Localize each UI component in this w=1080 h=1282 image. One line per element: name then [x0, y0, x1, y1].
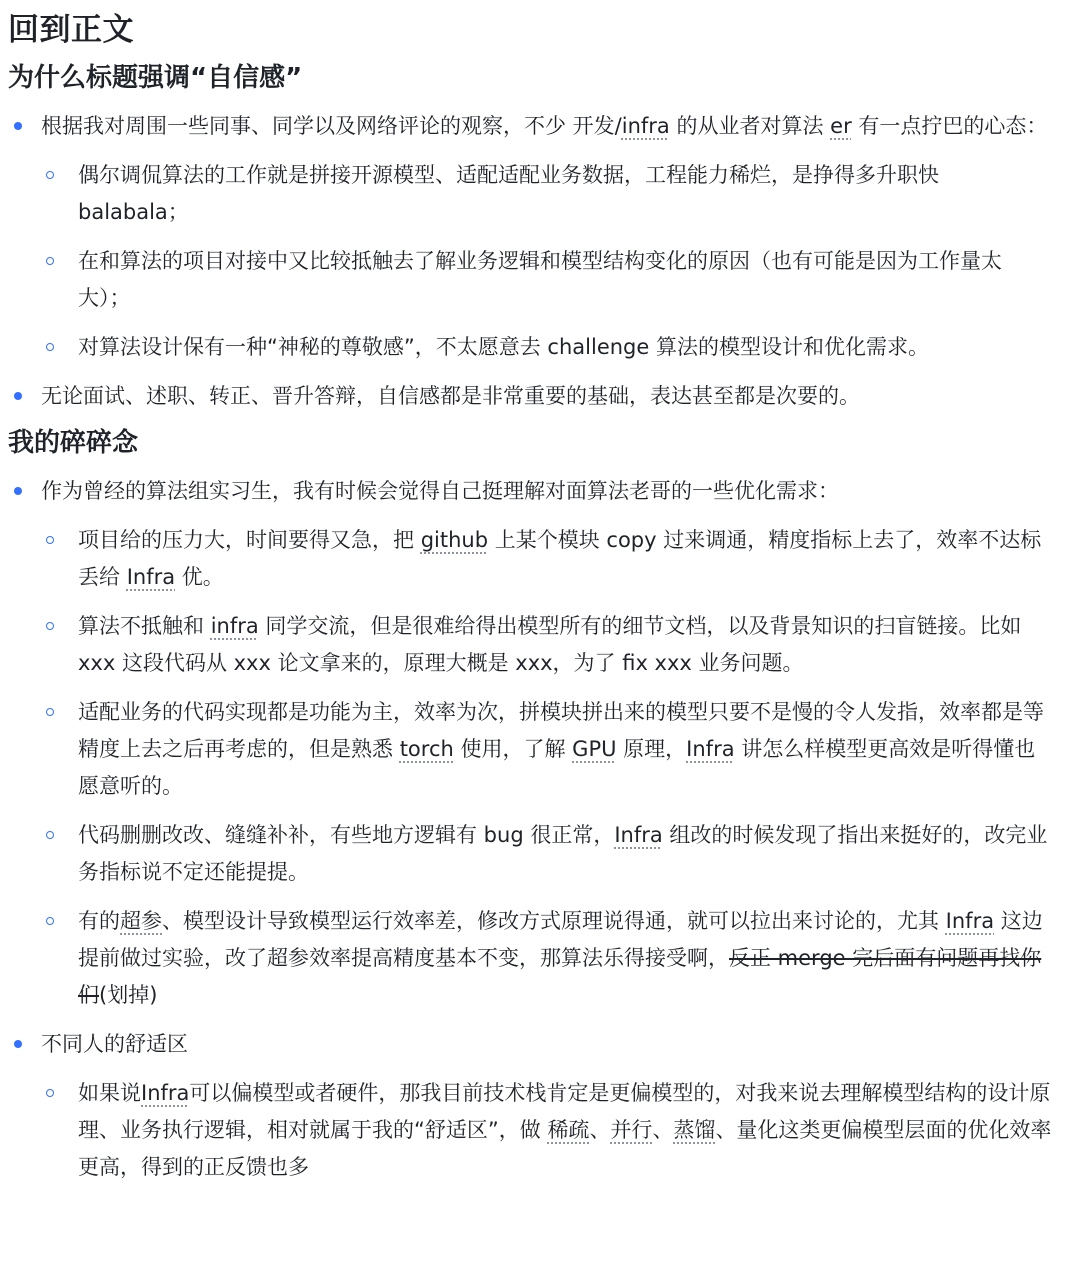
term-link[interactable]: Infra — [126, 565, 176, 589]
bullet-list — [8, 108, 1052, 415]
term-link[interactable]: 稀疏 — [547, 1118, 590, 1142]
list-item: 如果说Infra可以偏模型或者硬件，那我目前技术栈肯定是更偏模型的，对我来说去理解模型结构的设计原理、业务执行逻辑，相对就属于我的“舒适区”，做 稀疏、并行、蒸馏、量化这类更偏模型层面的优化效率更高，得到的正反馈也多 — [41, 1075, 1052, 1186]
list-item: 有的超参、模型设计导致模型运行效率差，修改方式原理说得通，就可以拉出来讨论的，尤其 Infra 这边提前做过实验，改了超参效率提高精度基本不变，那算法乐得接受啊，反正 merge 完后面有问题再找你们(划掉) — [41, 903, 1052, 1014]
term-link[interactable]: infra — [210, 614, 259, 638]
bullet-list — [8, 473, 1052, 1186]
term-link[interactable]: Infra — [141, 1081, 190, 1105]
term-link[interactable]: 超参 — [120, 909, 162, 933]
term-link[interactable]: Infra — [686, 737, 735, 761]
list-item: 不同人的舒适区 如果说Infra可以偏模型或者硬件，那我目前技术栈肯定是更偏模型的，对我来说去理解模型结构的设计原理、业务执行逻辑，相对就属于我的“舒适区”，做 稀疏、并行、蒸馏、量化这类更偏模型层面的优化效率更高，得到的正反馈也多 — [8, 1026, 1052, 1186]
term-link[interactable]: torch — [399, 737, 454, 761]
sub-list — [41, 522, 1052, 1014]
term-link[interactable]: Infra — [614, 823, 663, 847]
term-link[interactable]: Infra — [945, 909, 995, 933]
sub-list — [41, 157, 1052, 366]
list-item: 对算法设计保有一种“神秘的尊敬感”，不太愿意去 challenge 算法的模型设计和优化需求。 — [41, 329, 1052, 366]
term-link[interactable]: infra — [621, 114, 670, 138]
list-item: 适配业务的代码实现都是功能为主，效率为次，拼模块拼出来的模型只要不是慢的令人发指，效率都是等精度上去之后再考虑的，但是熟悉 torch 使用，了解 GPU 原理，Infra 讲怎么样模型更高效是听得懂也愿意听的。 — [41, 694, 1052, 805]
section-heading-confidence: 为什么标题强调“自信感” — [8, 63, 303, 93]
section-heading-ramblings: 我的碎碎念 — [8, 428, 139, 458]
term-link[interactable]: github — [420, 528, 489, 552]
term-link[interactable]: 蒸馏 — [673, 1118, 716, 1142]
list-item: 作为曾经的算法组实习生，我有时候会觉得自己挺理解对面算法老哥的一些优化需求： 项目给的压力大，时间要得又急，把 github 上某个模块 copy 过来调通，精度指标上去了，效率不达标丢给 Infra 优。 算法不抵触和 infra 同学交流，但是很难给得出模型所有的细节文档，以及背景知识的扫盲链接。比如 xxx 这段代码从 xxx 论文拿来的，原理大概是 xxx，为了 fix xxx 业务问题。 适配业务的代码实现都是功能为主，效率为次，拼模块拼出来的模型只要不是慢的令人发指，效率都是等精度上去之后再考虑的，但是熟悉 torch 使用，了解 GPU 原理，Infra 讲怎么样模型更高效是听得懂也愿意听的。 代码删删改改、缝缝补补，有些地方逻辑有 bug 很正常，Infra 组改的时候发现了指出来挺好的，改完业务指标说不定还能提提。 有的超参、模型设计导致模型运行效率差，修改方式原理说得通，就可以拉出来讨论的，尤其 Infra 这边提前做过实验，改了超参效率提高精度基本不变，那算法乐得接受啊，反正 merge 完后面有问题再找你们(划掉) — [8, 473, 1052, 1014]
term-link[interactable]: er — [830, 114, 852, 138]
list-item: 无论面试、述职、转正、晋升答辩，自信感都是非常重要的基础，表达甚至都是次要的。 — [8, 378, 1052, 415]
list-item: 偶尔调侃算法的工作就是拼接开源模型、适配适配业务数据，工程能力稀烂，是挣得多升职快 balabala； — [41, 157, 1052, 231]
sub-list — [41, 1075, 1052, 1186]
page-title: 回到正文 — [8, 12, 134, 48]
list-item: 在和算法的项目对接中又比较抵触去了解业务逻辑和模型结构变化的原因（也有可能是因为工作量太大）； — [41, 243, 1052, 317]
term-link[interactable]: 并行 — [610, 1118, 653, 1142]
list-item: 算法不抵触和 infra 同学交流，但是很难给得出模型所有的细节文档，以及背景知识的扫盲链接。比如 xxx 这段代码从 xxx 论文拿来的，原理大概是 xxx，为了 fix xxx 业务问题。 — [41, 608, 1052, 682]
list-item: 根据我对周围一些同事、同学以及网络评论的观察，不少 开发/infra 的从业者对算法 er 有一点拧巴的心态： 偶尔调侃算法的工作就是拼接开源模型、适配适配业务数据，工程能力稀烂，是挣得多升职快 balabala； 在和算法的项目对接中又比较抵触去了解业务逻辑和模型结构变化的原因（也有可能是因为工作量太大）； 对算法设计保有一种“神秘的尊敬感”，不太愿意去 challenge 算法的模型设计和优化需求。 — [8, 108, 1052, 366]
strikethrough-text: 反正 merge 完后面有问题再找你们 — [78, 946, 1042, 1007]
term-link[interactable]: GPU — [572, 737, 617, 761]
list-item: 项目给的压力大，时间要得又急，把 github 上某个模块 copy 过来调通，精度指标上去了，效率不达标丢给 Infra 优。 — [41, 522, 1052, 596]
list-item: 代码删删改改、缝缝补补，有些地方逻辑有 bug 很正常，Infra 组改的时候发现了指出来挺好的，改完业务指标说不定还能提提。 — [41, 817, 1052, 891]
